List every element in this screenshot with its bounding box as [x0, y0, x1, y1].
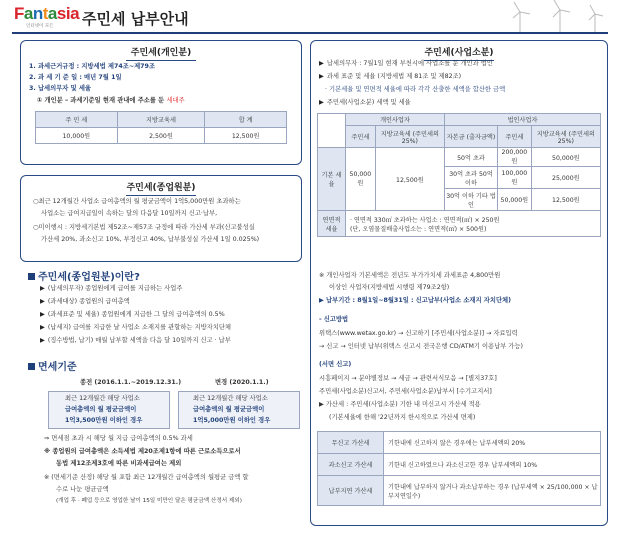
definition-item: ▶ (납세의무자) 종업원에게 급여를 지급하는 사업주 [40, 285, 183, 292]
paper-heading: (서면 신고) [319, 361, 352, 368]
paper-line: 주민세(사업소분)신고서, 주민세(사업소분)납부서 [수기고지서] [319, 388, 492, 395]
business-note: 이상인 사업자(지방세법 시행령 제79조2항) [329, 284, 450, 291]
logo-subtitle: 인터넷이 모든 [26, 24, 54, 29]
table-header: 합 계 [205, 112, 287, 128]
exemption-note: ※ 종업원의 급여총액은 소득세법 제20조제1항에 따른 근로소득으로서 [44, 448, 241, 455]
employee-line: ○미이행시 : 지방세기본법 제52조~제57조 규정에 따라 가산세 부과(신고불성실 [33, 224, 255, 231]
howto-line: 위택스(www.wetax.go.kr) → 신고하기 [주민세(사업소분)] → 자료입력 [319, 330, 518, 337]
business-tax-panel [310, 40, 608, 526]
exemption-note: (개업 후 · 폐업 등으로 영업한 날이 15일 미만인 달은 평균금액 산정서 제외) [56, 498, 242, 504]
business-item: · 기본세율 및 연면적 세율에 따라 각각 산출한 세액을 합산한 금액 [325, 86, 506, 93]
header-divider [12, 32, 608, 34]
employee-definition-heading: 주민세(종업원분)이란? [28, 268, 140, 283]
business-tax-title: 주민세(사업소분) [311, 45, 607, 61]
employee-line: 가산세 20%, 과소신고 10%, 부정신고 40%, 납부불성실 가산세 1일 0.025%) [41, 236, 260, 243]
table-cell: 12,500원 [205, 128, 287, 144]
exemption-note: 동법 제12조제3호에 따른 비과세급여는 제외 [56, 460, 182, 467]
exemption-col-old: 종전 (2016.1.1.~2019.12.31.) [80, 379, 182, 386]
table-cell: 2,500원 [117, 128, 205, 144]
definition-item: ▶ (과세대상) 종업원의 급여총액 [40, 298, 130, 305]
personal-item: 3. 납세의무자 및 세율 [29, 85, 92, 92]
page-title: 주민세 납부안내 [82, 10, 189, 28]
employee-tax-panel [20, 175, 302, 262]
personal-tax-panel [20, 40, 302, 165]
howto-heading: - 신고방법 [319, 316, 349, 323]
personal-item: 2. 과 세 기 준 일 : 매년 7월 1일 [29, 74, 122, 81]
employee-line: 사업소는 급여지급일이 속하는 달의 다음달 10일까지 신고·납부, [41, 210, 218, 217]
exemption-note: ※ (면세기준 산정) 해당 월 포함 최근 12개월간 급여총액의 월평균 금액 할 [44, 474, 249, 481]
howto-line: → 신고 → 인터넷 납부(위택스 신고시 전국은행 CD/ATM기 이용납부 가능) [319, 343, 523, 350]
paper-line: ▶ 가산세 : 주민세(사업소분) 기한 내 미신고시 가산세 적용 [319, 401, 481, 408]
employee-line: ○최근 12개월간 사업소 급여총액의 월 평균금액이 1억5,000만원 초과하는 [33, 198, 241, 205]
exemption-heading: 면세기준 [28, 358, 77, 373]
personal-item: 1. 과세근거규정 : 지방세법 제74조~제79조 [29, 63, 156, 70]
penalty-table: 무신고 가산세 기한내에 신고하지 않은 경우에는 납부세액의 20% 과소신고 가산세 기한내 신고하였으나 과소신고한 경우 납부세액의 10% 납부지연 가산세 기한내에 납부하지 않거나 과소납부하는 경우 (납부세액 × 25/100,000 × 납부지연일수) [317, 431, 601, 506]
definition-item: ▶ (과세표준 및 세율) 종업원에게 지급한 그 달의 급여총액의 0.5% [40, 311, 225, 318]
wind-turbine-icon [500, 0, 610, 34]
business-item: ▶ 납세의무자 : 7월1일 현재 부천시에 사업소를 둔 개인과 법인 [319, 60, 493, 67]
exemption-note: 수로 나눈 평균금액 [56, 486, 109, 493]
personal-note: ① 개인분 – 과세기준일 현재 관내에 주소를 둔 세대주 [37, 97, 185, 104]
personal-tax-table [35, 111, 287, 144]
table-cell: 10,000원 [36, 128, 118, 144]
exemption-col-new: 변경 (2020.1.1.) [215, 379, 269, 386]
business-item: ▶ 주민세(사업소분) 세액 및 세율 [319, 99, 411, 106]
table-header: 주 민 세 [36, 112, 118, 128]
paper-line: 시흥페이지 → 분야별정보 → 세금 → 관련서식모음 → [별지37호] [319, 375, 497, 382]
business-item: ▶ 과세 표준 및 세율 (지방세법 제 81조 및 제82조) [319, 73, 462, 80]
table-header: 지방교육세 [117, 112, 205, 128]
business-note: ※ 개인사업자 기본세액은 전년도 부가가치세 과세표준 4,800만원 [319, 272, 501, 279]
definition-item: ▶ (납세지) 급여를 지급한 날 사업소 소재지를 관할하는 지방자치단체 [40, 324, 232, 331]
payment-period: ▶ 납부기간 : 8월1일~8월31일 : 신고납부(사업소 소재지 자치단체) [319, 297, 511, 304]
fantasia-logo: Fantasia [14, 4, 80, 23]
definition-item: ▶ (징수방법, 납기) 매월 납부할 세액을 다음 달 10일까지 신고 · 납부 [40, 337, 231, 344]
paper-line: (기본세율에 한해 '22년까지 한시적으로 가산세 면제) [329, 414, 476, 421]
exemption-new-box: 최근 12개월간 해당 사업소 급여총액의 월 평균금액이 1억5,000만원 이하인 경우 [178, 391, 300, 429]
business-tax-table: 개인사업자 법인사업자 주민세 지방교육세 (주민세의25%) 자본금 (출자금액) 주민세 지방교육세 (주민세의25%) 기본 세율 50,000원 12,500원 50억 초과 200,000원 50,000원 30억 초과 50억 이하 100,000원 25,000원 30억 이하 기타 법인 50,000원 12,500원 연면적 세율 · 연면적 330㎡ 초과하는 사업소 : 연면적(㎡) × 250원 (단, 오염물질배출사업소는 : 연면적(㎡) × 500원) [317, 113, 601, 237]
exemption-old-box: 최근 12개월간 해당 사업소 급여총액의 월 평균금액이 1억3,500만원 이하인 경우 [48, 391, 170, 429]
employee-tax-title: 주민세(종업원분) [21, 180, 301, 196]
exemption-note: ⇒ 면세점 초과 시 해당 월 지급 급여총액의 0.5% 과세 [44, 435, 193, 442]
personal-tax-title: 주민세(개인분) [21, 45, 301, 61]
